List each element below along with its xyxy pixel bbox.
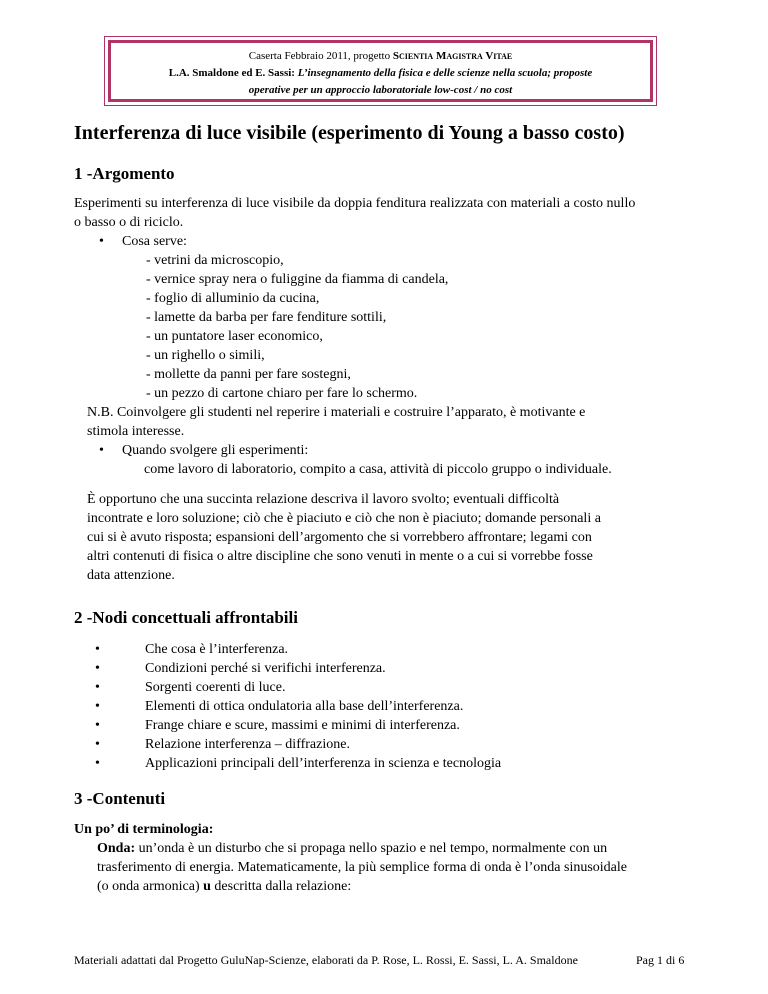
cosa-serve-label: Cosa serve:	[122, 234, 187, 249]
concept-item	[95, 659, 386, 678]
concept-text: Relazione interferenza – diffrazione.	[145, 737, 350, 752]
bullet-glyph: •	[95, 680, 100, 695]
quando-text: come lavoro di laboratorio, compito a casa, attività di piccolo gruppo o individuale.	[144, 462, 612, 477]
terminology-label: Un po’ di terminologia:	[74, 822, 214, 837]
onda-line-2: trasferimento di energia. Matematicamente, la più semplice forma di onda è l’onda sinusoidale	[97, 860, 628, 875]
onda-text-1: un’onda è un disturbo che si propaga nello spazio e nel tempo, normalmente con un	[135, 841, 608, 856]
section-1-heading: 1 -Argomento	[74, 164, 175, 183]
banner-authors: L.A. Smaldone ed E. Sassi:	[168, 67, 298, 79]
section-2-heading: 2 -Nodi concettuali affrontabili	[74, 608, 298, 627]
relazione-line: altri contenuti di fisica o altre discipline che sono venuti in mente o a cui si vorrebbe fosse	[87, 549, 593, 564]
bullet-glyph: •	[95, 642, 100, 657]
material-item: - un puntatore laser economico,	[146, 329, 323, 344]
material-item: - un pezzo di cartone chiaro per fare lo schermo.	[146, 386, 418, 401]
onda-label: Onda:	[97, 841, 136, 856]
concept-item	[95, 735, 350, 754]
relazione-line: È opportuno che una succinta relazione descriva il lavoro svolto; eventuali difficoltà	[87, 492, 560, 507]
header-banner	[108, 40, 653, 102]
intro-line-1: Esperimenti su interferenza di luce visibile da doppia fenditura realizzata con materiali a costo nullo	[74, 196, 636, 211]
concept-text: Frange chiare e scure, massimi e minimi di interferenza.	[145, 718, 460, 733]
relazione-paragraph	[87, 490, 690, 585]
page-number: Pag 1 di 6	[636, 953, 685, 967]
onda-text-3a: (o onda armonica)	[97, 879, 204, 894]
bullet-glyph: •	[95, 718, 100, 733]
concept-text: Applicazioni principali dell’interferenza in scienza e tecnologia	[145, 756, 502, 771]
relazione-line: data attenzione.	[87, 568, 175, 583]
page-footer: Materiali adattati dal Progetto GuluNap-Scienze, elaborati da P. Rose, L. Rossi, E. Sassi, L. A. Smaldone	[74, 953, 578, 967]
onda-variable: u	[203, 879, 211, 894]
banner-brand: Scientia Magistra Vitae	[392, 50, 513, 62]
concept-text: Sorgenti coerenti di luce.	[145, 680, 286, 695]
banner-line-2	[111, 65, 650, 82]
material-item: - mollette da panni per fare sostegni,	[146, 367, 351, 382]
bullet-glyph: •	[95, 661, 100, 676]
concept-item	[95, 640, 288, 659]
material-item: - un righello o simili,	[146, 348, 265, 363]
material-item: - foglio di alluminio da cucina,	[146, 291, 320, 306]
bullet-glyph: •	[95, 756, 100, 771]
banner-title-part1: L’insegnamento della fisica e delle scienze nella scuola; proposte	[297, 67, 593, 79]
relazione-line: cui si è avuto risposta; espansioni dell’argomento che si vorrebbero affrontare; legami con	[87, 530, 592, 545]
nb-note	[87, 403, 690, 441]
concept-item	[95, 716, 460, 735]
material-item: - vernice spray nera o fuliggine da fiamma di candela,	[146, 272, 449, 287]
concept-item	[95, 754, 501, 773]
material-item: - vetrini da microscopio,	[146, 253, 284, 268]
concept-text: Condizioni perché si verifichi interferenza.	[145, 661, 386, 676]
bullet-glyph: •	[95, 737, 100, 752]
onda-definition	[97, 839, 690, 896]
concept-item	[95, 697, 463, 716]
section-1-intro	[74, 194, 690, 232]
banner-line-3	[111, 82, 650, 99]
banner-title-part2: operative per un approccio laboratoriale low-cost / no cost	[248, 84, 513, 96]
banner-line-1	[111, 48, 650, 65]
nb-line-1: N.B. Coinvolgere gli studenti nel reperire i materiali e costruire l’apparato, è motivante e	[87, 405, 586, 420]
document-title: Interferenza di luce visibile (esperimento di Young a basso costo)	[74, 122, 625, 144]
material-item: - lamette da barba per fare fenditure sottili,	[146, 310, 387, 325]
quando-label: Quando svolgere gli esperimenti:	[122, 443, 309, 458]
nb-line-2: stimola interesse.	[87, 424, 185, 439]
bullet-quando	[99, 441, 308, 460]
concept-item	[95, 678, 285, 697]
bullet-glyph: •	[99, 443, 104, 458]
onda-text-3b: descritta dalla relazione:	[210, 879, 352, 894]
onda-line-1	[97, 839, 690, 858]
intro-line-2: o basso o di riciclo.	[74, 215, 184, 230]
bullet-glyph: •	[95, 699, 100, 714]
concept-text: Che cosa è l’interferenza.	[145, 642, 289, 657]
concept-text: Elementi di ottica ondulatoria alla base dell’interferenza.	[145, 699, 464, 714]
bullet-glyph: •	[99, 234, 104, 249]
section-3-heading: 3 -Contenuti	[74, 789, 166, 808]
bullet-cosa-serve	[99, 232, 187, 251]
relazione-line: incontrate e loro soluzione; ciò che è piaciuto e ciò che non è piaciuto; domande personali a	[87, 511, 601, 526]
onda-line-3	[97, 877, 690, 896]
banner-event: Caserta Febbraio 2011, progetto	[248, 50, 393, 62]
